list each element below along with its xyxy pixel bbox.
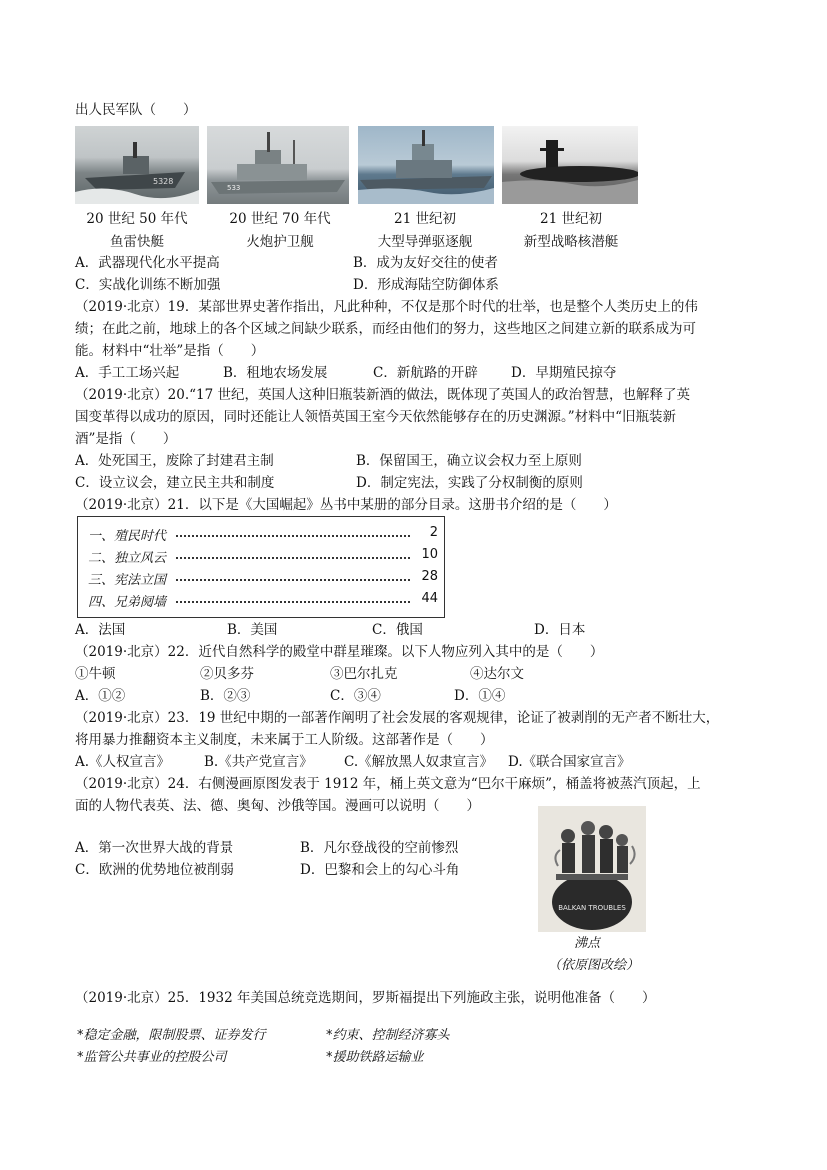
q19-stem-line1: （2019·北京）19．某部世界史著作指出，凡此种种，不仅是那个时代的壮举，也是整个人类历史上的伟 — [75, 299, 698, 315]
q22-option-d[interactable]: D．①④ — [454, 688, 506, 704]
q19-option-b[interactable]: B．租地农场发展 — [223, 365, 328, 381]
q20-option-b[interactable]: B．保留国王，确立议会权力至上原则 — [356, 453, 582, 469]
q20-stem-line1: （2019·北京）20.“17 世纪，英国人这种旧瓶装新酒的做法，既体现了英国人的政治智慧，也解释了英 — [75, 387, 690, 403]
q20-stem-line2: 国变革得以成功的原因，同时还能让人领悟英国王室今天依然能够存在的历史渊源。”材料中“旧瓶装新 — [75, 409, 677, 425]
q21-option-a[interactable]: A．法国 — [75, 622, 126, 638]
q23-option-c[interactable]: C.《解放黑人奴隶宣言》 — [344, 754, 494, 770]
q24-stem-line1: （2019·北京）24．右侧漫画原图发表于 1912 年，桶上英文意为“巴尔干麻烦”，桶盖将被蒸汽顶起，上 — [75, 776, 701, 792]
q20-option-a[interactable]: A．处死国王，废除了封建君主制 — [75, 453, 274, 469]
q21-option-d[interactable]: D．日本 — [534, 622, 586, 638]
q18-option-b[interactable]: B．成为友好交往的使者 — [353, 255, 498, 271]
cartoon-source-note: （依原图改绘） — [548, 958, 640, 973]
q18-option-a[interactable]: A．武器现代化水平提高 — [75, 255, 220, 271]
q18-option-d[interactable]: D．形成海陆空防御体系 — [353, 277, 499, 293]
q19-option-c[interactable]: C．新航路的开辟 — [373, 365, 478, 381]
q19-option-a[interactable]: A．手工工场兴起 — [75, 365, 180, 381]
svg-text:533: 533 — [227, 184, 241, 192]
q23-option-b[interactable]: B.《共产党宣言》 — [204, 754, 313, 770]
q21-option-b[interactable]: B．美国 — [227, 622, 278, 638]
toc-entry: 四、兄弟阋墙 44 — [88, 591, 438, 610]
q23-option-d[interactable]: D.《联合国家宣言》 — [508, 754, 631, 770]
q23-stem-line2: 将用暴力推翻资本主义制度，未来属于工人阶级。这部著作是（ ） — [75, 732, 494, 748]
destroyer-photo — [358, 126, 494, 204]
toc-entry: 三、宪法立国 28 — [88, 569, 438, 588]
toc-entry: 二、独立风云 10 — [88, 547, 438, 566]
q25-policy-4: *援助铁路运输业 — [326, 1050, 424, 1065]
q22-item-3: ③巴尔扎克 — [330, 666, 398, 682]
q18-option-c[interactable]: C．实战化训练不断加强 — [75, 277, 221, 293]
q23-option-a[interactable]: A.《人权宣言》 — [75, 754, 171, 770]
toc-entry: 一、殖民时代 2 — [88, 525, 438, 544]
q18-stem-tail: 出人民军队（ ） — [75, 102, 197, 118]
q21-option-c[interactable]: C．俄国 — [372, 622, 423, 638]
submarine-photo — [502, 126, 638, 204]
q24-stem-line2: 面的人物代表英、法、德、奥匈、沙俄等国。漫画可以说明（ ） — [75, 798, 480, 814]
q22-item-4: ④达尔文 — [470, 666, 524, 682]
q24-option-d[interactable]: D．巴黎和会上的勾心斗角 — [300, 862, 460, 878]
q22-item-1: ①牛顿 — [75, 666, 116, 682]
cartoon-barrel-label: BALKAN TROUBLES — [558, 904, 626, 912]
q19-option-d[interactable]: D．早期殖民掠夺 — [511, 365, 617, 381]
frigate-photo — [207, 126, 349, 204]
q19-stem-line2: 绩；在此之前，地球上的各个区域之间缺少联系，而经由他们的努力，这些地区之间建立新的联系成为可 — [75, 321, 696, 337]
photo4-caption: 21 世纪初 新型战略核潜艇 — [523, 211, 619, 250]
balkan-cartoon-image — [538, 806, 646, 932]
book-table-of-contents — [77, 516, 445, 618]
q25-policy-3: *监管公共事业的控股公司 — [77, 1050, 227, 1065]
q24-option-c[interactable]: C．欧洲的优势地位被削弱 — [75, 862, 234, 878]
q19-stem-line3: 能。材料中“壮举”是指（ ） — [75, 343, 265, 359]
q22-option-a[interactable]: A．①② — [75, 688, 126, 704]
q21-stem: （2019·北京）21．以下是《大国崛起》丛书中某册的部分目录。这册书介绍的是（ ） — [75, 497, 617, 513]
q25-policy-2: *约束、控制经济寡头 — [326, 1028, 450, 1043]
q20-option-c[interactable]: C．设立议会，建立民主共和制度 — [75, 475, 275, 491]
cartoon-title: 沸点 — [574, 936, 601, 951]
q20-stem-line3: 酒”是指（ ） — [75, 431, 177, 447]
q22-option-b[interactable]: B．②③ — [200, 688, 251, 704]
photo2-caption: 20 世纪 70 年代 火炮护卫舰 — [229, 211, 331, 250]
q22-item-2: ②贝多芬 — [200, 666, 254, 682]
q25-stem: （2019·北京）25．1932 年美国总统竞选期间，罗斯福提出下列施政主张，说明他准备（ ） — [75, 990, 656, 1006]
photo3-caption: 21 世纪初 大型导弹驱逐舰 — [377, 211, 473, 250]
q24-option-a[interactable]: A．第一次世界大战的背景 — [75, 840, 234, 856]
q24-option-b[interactable]: B．凡尔登战役的空前惨烈 — [300, 840, 459, 856]
torpedo-boat-photo — [75, 126, 199, 204]
q22-stem: （2019·北京）22．近代自然科学的殿堂中群星璀璨。以下人物应列入其中的是（ ） — [75, 644, 604, 660]
q22-option-c[interactable]: C．③④ — [330, 688, 381, 704]
photo1-caption: 20 世纪 50 年代 鱼雷快艇 — [86, 211, 188, 250]
svg-text:5328: 5328 — [153, 177, 174, 186]
q25-policy-1: *稳定金融，限制股票、证券发行 — [77, 1028, 266, 1043]
q20-option-d[interactable]: D．制定宪法，实践了分权制衡的原则 — [356, 475, 583, 491]
q23-stem-line1: （2019·北京）23．19 世纪中期的一部著作阐明了社会发展的客观规律，论证了被剥削的无产者不断壮大， — [75, 710, 720, 726]
